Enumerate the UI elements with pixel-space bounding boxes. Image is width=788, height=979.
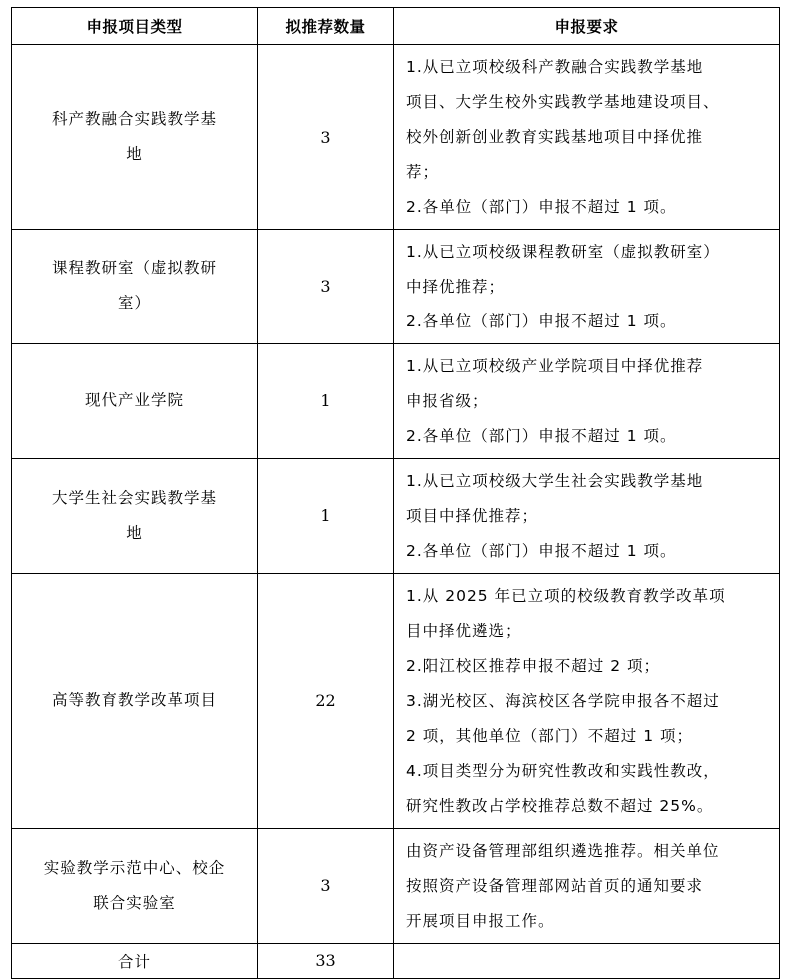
recommended-count: 1 — [258, 343, 394, 458]
project-type-line: 地 — [126, 523, 143, 542]
requirements-cell — [394, 573, 780, 828]
project-type-cell — [12, 828, 258, 943]
total-count: 33 — [258, 943, 394, 978]
requirement-line: 申报省级； — [406, 391, 489, 410]
requirement-line: 2.各单位（部门）申报不超过 1 项。 — [406, 312, 677, 331]
project-type-line: 高等教育教学改革项目 — [51, 691, 217, 710]
requirement-line: 1.从已立项校级科产教融合实践教学基地 — [406, 58, 704, 76]
project-type-line: 室） — [117, 294, 151, 313]
project-type-line: 大学生社会实践教学基 — [51, 488, 217, 507]
project-type-line: 实验教学示范中心、校企 — [43, 858, 226, 877]
requirement-line: 项目中择优推荐； — [406, 506, 539, 525]
project-type-line: 科产教融合实践教学基 — [51, 110, 217, 128]
table-row — [12, 573, 780, 828]
requirement-line: 研究性教改占学校推荐总数不超过 25%。 — [406, 796, 714, 815]
requirement-line: 1.从 2025 年已立项的校级教育教学改革项 — [406, 586, 726, 605]
recommendation-table — [11, 7, 780, 979]
total-requirements-cell — [394, 943, 780, 978]
project-type-line: 现代产业学院 — [84, 391, 184, 410]
total-label: 合计 — [12, 943, 258, 978]
requirement-line: 1.从已立项校级大学生社会实践教学基地 — [406, 471, 704, 490]
project-type-line: 课程教研室（虚拟教研 — [51, 259, 217, 278]
table-row — [12, 343, 780, 458]
requirement-line: 开展项目申报工作。 — [406, 911, 555, 930]
requirements-cell — [394, 343, 780, 458]
requirement-line: 中择优推荐； — [406, 277, 506, 296]
project-type-line: 联合实验室 — [93, 893, 176, 912]
requirement-line: 1.从已立项校级课程教研室（虚拟教研室） — [406, 243, 720, 261]
requirement-line: 校外创新创业教育实践基地项目中择优推 — [406, 128, 704, 146]
table-header-row — [12, 8, 780, 45]
table-row — [12, 828, 780, 943]
requirement-line: 按照资产设备管理部网站首页的通知要求 — [406, 876, 704, 895]
requirement-line: 由资产设备管理部组织遴选推荐。相关单位 — [406, 841, 720, 860]
recommended-count: 22 — [258, 573, 394, 828]
requirement-line: 2 项，其他单位（部门）不超过 1 项； — [406, 726, 694, 745]
recommendation-table-container — [11, 7, 780, 979]
requirement-line: 项目、大学生校外实践教学基地建设项目、 — [406, 93, 720, 111]
total-row — [12, 943, 780, 978]
project-type-cell — [12, 458, 258, 573]
recommended-count: 3 — [258, 828, 394, 943]
requirements-cell — [394, 828, 780, 943]
header-requirements: 申报要求 — [394, 8, 780, 45]
requirement-line: 4.项目类型分为研究性教改和实践性教改， — [406, 761, 720, 780]
requirements-cell — [394, 45, 780, 230]
requirements-cell — [394, 458, 780, 573]
requirement-line: 目中择优遴选； — [406, 621, 522, 640]
requirement-line: 3.湖光校区、海滨校区各学院申报各不超过 — [406, 691, 720, 710]
project-type-cell — [12, 573, 258, 828]
project-type-cell — [12, 230, 258, 344]
table-row — [12, 230, 780, 344]
requirement-line: 2.各单位（部门）申报不超过 1 项。 — [406, 426, 677, 445]
header-project-type: 申报项目类型 — [12, 8, 258, 45]
table-row — [12, 45, 780, 230]
requirement-line: 2.各单位（部门）申报不超过 1 项。 — [406, 541, 677, 560]
requirement-line: 2.各单位（部门）申报不超过 1 项。 — [406, 198, 677, 216]
table-row — [12, 458, 780, 573]
project-type-cell — [12, 343, 258, 458]
project-type-line: 地 — [126, 145, 143, 163]
requirement-line: 荐； — [406, 163, 440, 181]
requirement-line: 2.阳江校区推荐申报不超过 2 项； — [406, 656, 661, 675]
header-recommended-count: 拟推荐数量 — [258, 8, 394, 45]
project-type-cell — [12, 45, 258, 230]
recommended-count: 1 — [258, 458, 394, 573]
recommended-count: 3 — [258, 45, 394, 230]
recommended-count: 3 — [258, 230, 394, 344]
requirement-line: 1.从已立项校级产业学院项目中择优推荐 — [406, 356, 704, 375]
requirements-cell — [394, 230, 780, 344]
